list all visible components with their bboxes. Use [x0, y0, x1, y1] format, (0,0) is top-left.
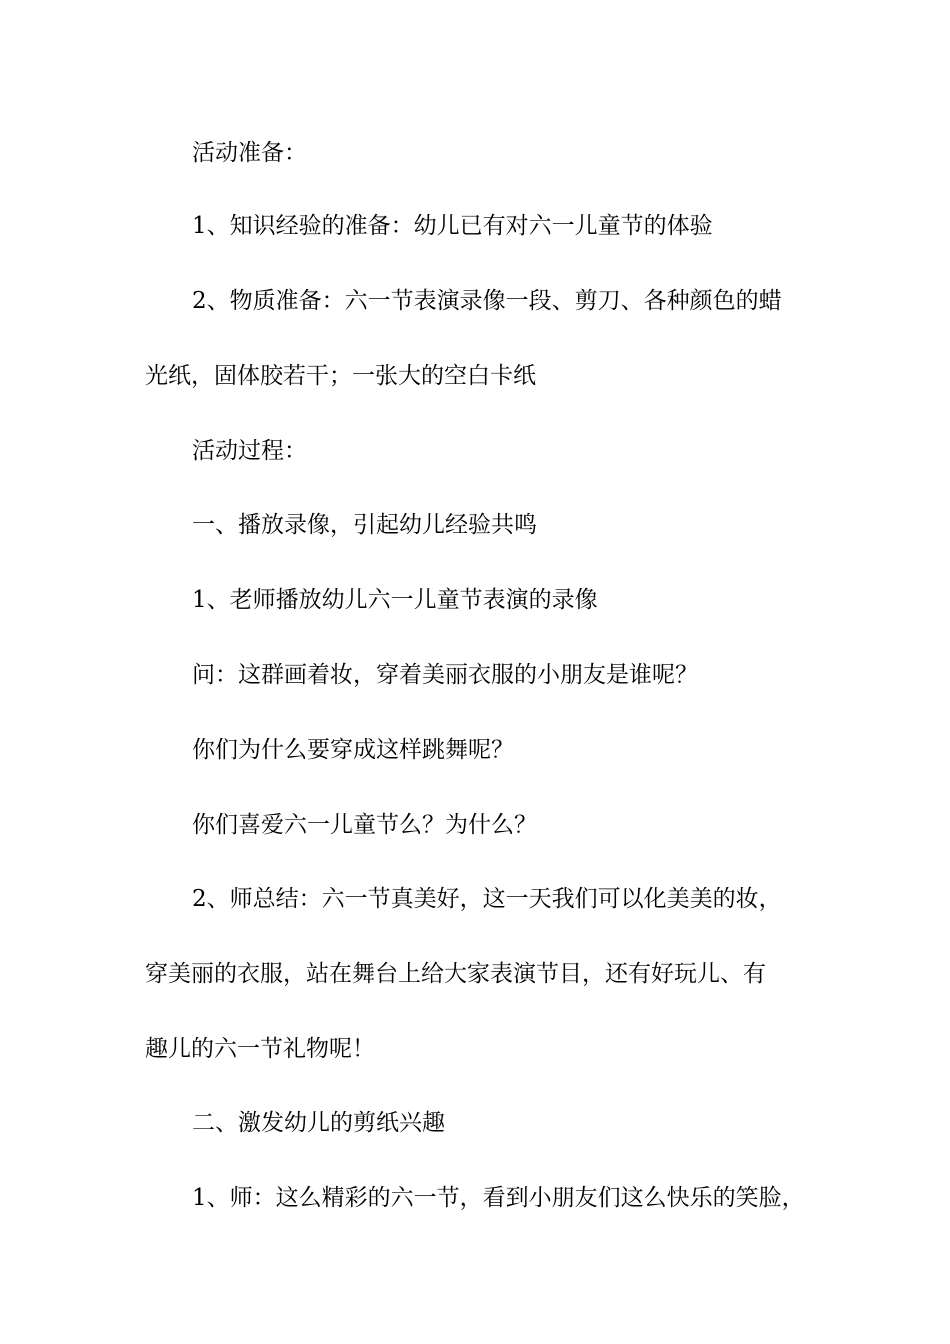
subheading-paper-cutting-interest: 二、激发幼儿的剪纸兴趣	[192, 1110, 445, 1136]
paragraph-teacher-summary-continued-2: 趣儿的六一节礼物呢！	[145, 1036, 375, 1062]
section-heading-process: 活动过程：	[192, 438, 307, 464]
paragraph-teacher-summary: 2、师总结：六一节真美好，这一天我们可以化美美的妆，	[192, 886, 782, 912]
paragraph-question-1: 问：这群画着妆，穿着美丽衣服的小朋友是谁呢？	[192, 662, 698, 688]
subheading-play-video: 一、播放录像，引起幼儿经验共鸣	[192, 512, 537, 538]
paragraph-teacher-summary-continued-1: 穿美丽的衣服，站在舞台上给大家表演节目，还有好玩儿、有	[145, 961, 766, 987]
paragraph-question-3: 你们喜爱六一儿童节么？为什么？	[192, 812, 537, 838]
paragraph-material-prep-continued: 光纸，固体胶若干；一张大的空白卡纸	[145, 363, 536, 389]
paragraph-teacher-remark: 1、师：这么精彩的六一节，看到小朋友们这么快乐的笑脸，	[192, 1185, 805, 1211]
section-heading-preparation: 活动准备：	[192, 140, 307, 166]
paragraph-knowledge-prep: 1、知识经验的准备：幼儿已有对六一儿童节的体验	[192, 213, 713, 239]
paragraph-question-2: 你们为什么要穿成这样跳舞呢？	[192, 737, 514, 763]
paragraph-teacher-plays-video: 1、老师播放幼儿六一儿童节表演的录像	[192, 587, 598, 613]
paragraph-material-prep: 2、物质准备：六一节表演录像一段、剪刀、各种颜色的蜡	[192, 288, 782, 314]
